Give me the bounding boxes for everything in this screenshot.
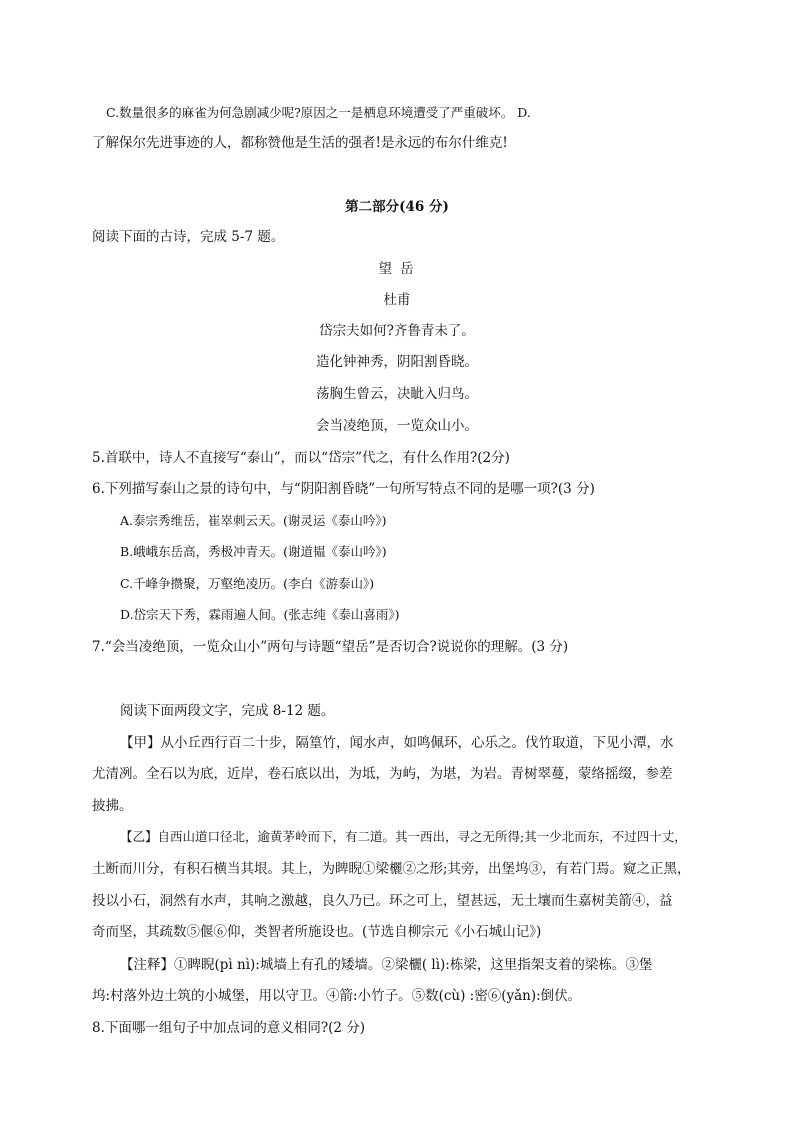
option-c-line: C.数量很多的麻雀为何急剧减少呢?原因之一是栖息环境遭受了严重破坏。 D. [106, 105, 531, 120]
option-b: B.峨峨东岳高，秀极冲青天。(谢道韫《泰山吟》) [120, 544, 387, 559]
poem-author: 杜甫 [383, 292, 411, 308]
passage-jia-line: 【甲】从小丘西行百二十步，隔篁竹，闻水声，如鸣佩环，心乐之。伐竹取道，下见小潭，水 [120, 735, 674, 751]
poem-line: 荡胸生曾云，决眦入归鸟。 [316, 386, 478, 402]
section-heading: 第二部分(46 分) [345, 199, 449, 215]
passage-jia-line: 披拂。 [92, 798, 133, 814]
option-d: D.岱宗天下秀，霖雨遍人间。(张志纯《泰山喜雨》) [120, 607, 400, 622]
passage-yi-line: 【乙】自西山道口径北，逾黄茅岭而下，有二道。其一西出，寻之无所得;其一少北而东，不过四十丈， [120, 829, 687, 844]
reading-instruction: 阅读下面两段文字，完成 8-12 题。 [120, 703, 335, 719]
poem-line: 会当凌绝顶，一览众山小。 [316, 418, 478, 434]
option-a: A.泰宗秀维岳，崔崒刺云天。(谢灵运《泰山吟》) [120, 513, 387, 528]
question-7: 7.“会当凌绝顶，一览众山小”两句与诗题“望岳”是否切合?说说你的理解。(3 分) [92, 639, 569, 655]
question-8: 8.下面哪一组句子中加点词的意义相同?(2 分) [92, 1020, 366, 1036]
passage-yi-line: 投以小石，洞然有水声，其响之激越，良久乃已。环之可上，望甚远，无土壤而生嘉树美箭④，益 [92, 893, 673, 909]
poem-line: 造化钟神秀，阴阳割昏晓。 [316, 354, 478, 370]
notes-line: 坞:村落外边土筑的小城堡，用以守卫。④箭:小竹子。⑤数(cù) :密⑥(yǎn):倒伏。 [92, 988, 582, 1004]
passage-jia-line: 尤清冽。全石以为底，近岸，卷石底以出，为坻，为屿，为堪，为岩。青树翠蔓，蒙络摇缀，参差 [92, 766, 673, 782]
poem-title: 望 岳 [378, 261, 416, 277]
question-5: 5.首联中，诗人不直接写“泰山”，而以“岱宗”代之，有什么作用?(2分) [92, 450, 510, 466]
question-6: 6.下列描写泰山之景的诗句中，与“阴阳割昏晓”一句所写特点不同的是哪一项?(3 分) [92, 481, 595, 497]
poem-line: 岱宗夫如何?齐鲁青未了。 [319, 323, 475, 339]
sentence-line: 了解保尔先进事迹的人，都称赞他是生活的强者!是永远的布尔什维克! [92, 135, 508, 151]
passage-yi-line: 土断而川分，有积石横当其垠。其上，为睥睨①梁欐②之形;其旁，出堡坞③，有若门焉。窥之正黑， [92, 861, 691, 877]
option-c: C.千峰争攒聚，万壑绝凌历。(李白《游泰山》) [120, 576, 375, 591]
passage-yi-line: 奇而坚，其疏数⑤偃⑥仰，类智者所施设也。(节选自柳宗元《小石城山记》) [92, 924, 542, 940]
poem-instruction: 阅读下面的古诗，完成 5-7 题。 [92, 229, 285, 245]
notes-line: 【注释】①睥睨(pì nì):城墙上有孔的矮墙。②梁欐( lì):栋梁，这里指架支着的梁栋。③堡 [120, 957, 653, 973]
